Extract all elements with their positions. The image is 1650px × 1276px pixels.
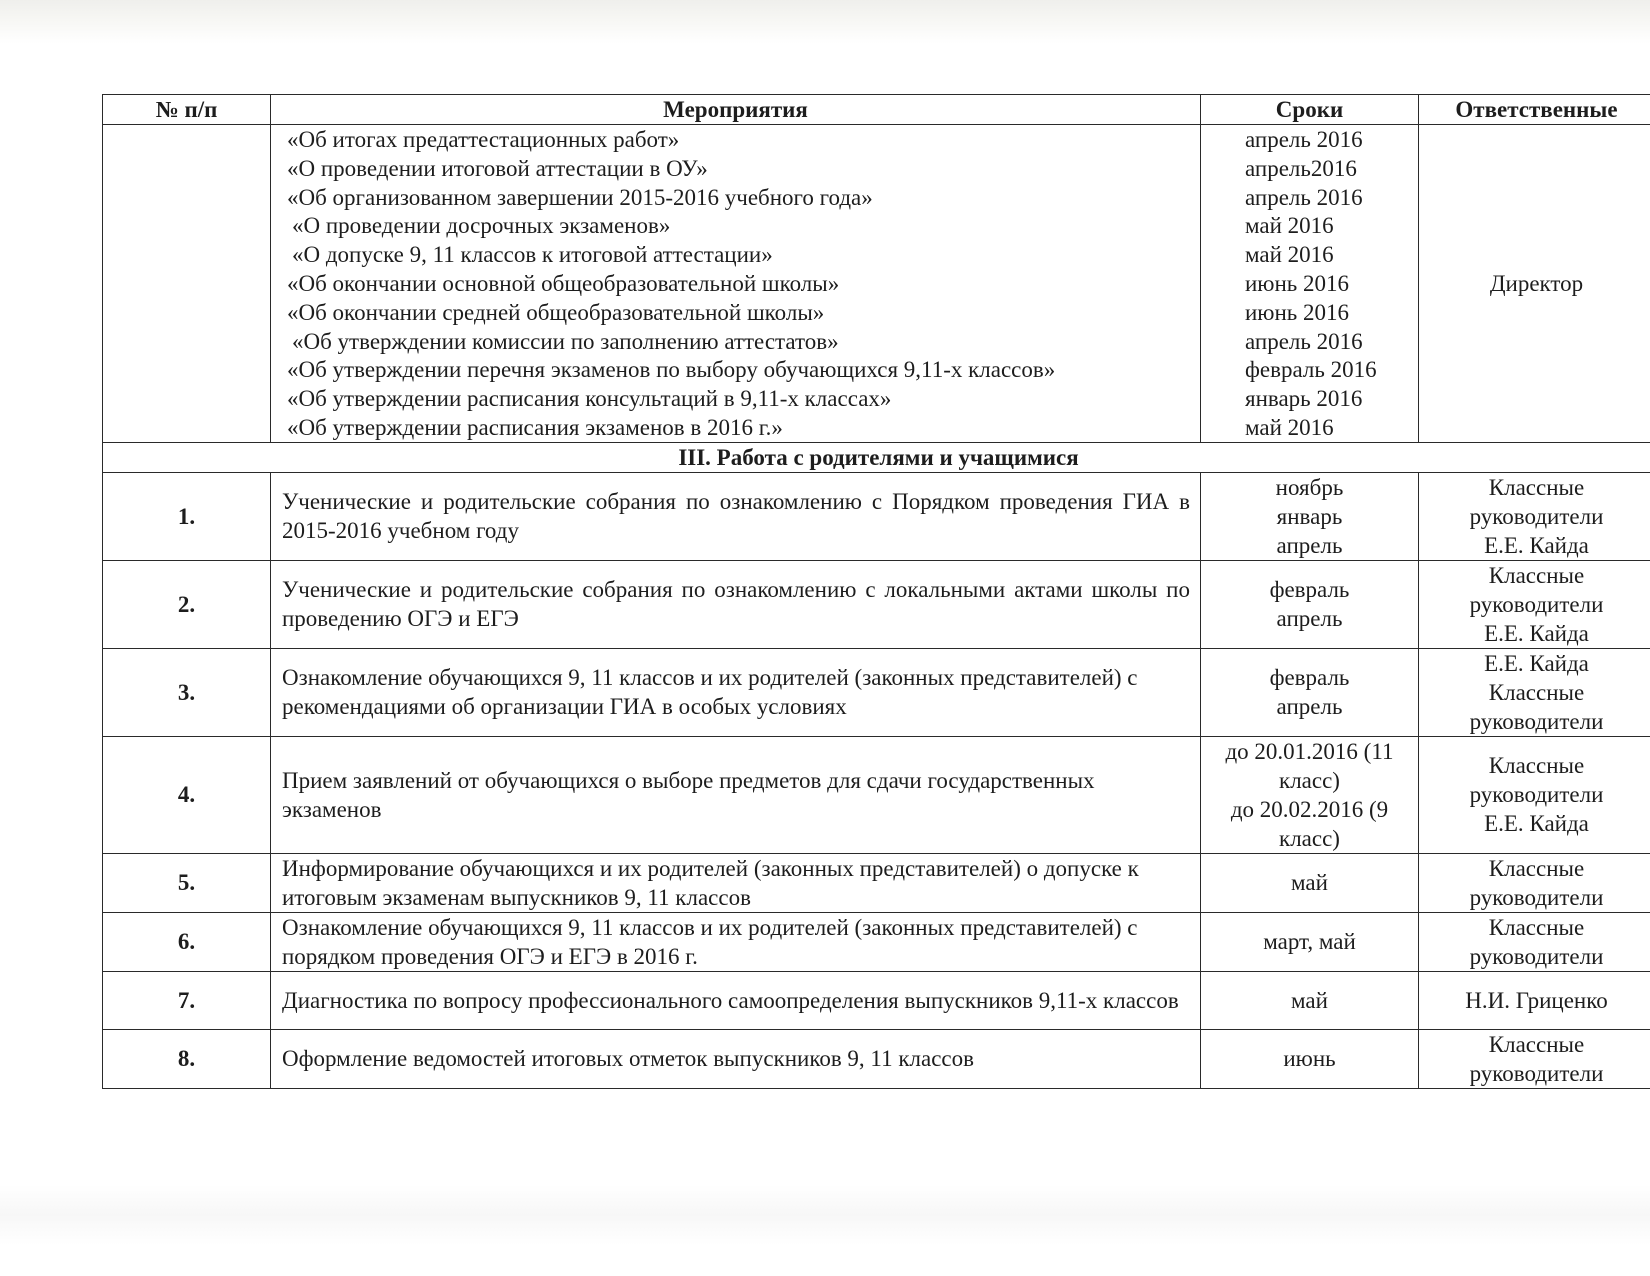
order-item: «О проведении итоговой аттестации в ОУ»: [287, 155, 708, 181]
row-event: Ученические и родительские собрания по ознакомлению с локальными актами школы по проведению ОГЭ и ЕГЭ: [271, 560, 1201, 648]
term-line: июнь: [1283, 1046, 1336, 1072]
table-row: [103, 560, 1650, 648]
term-line: ноябрь: [1275, 474, 1344, 500]
term-line: апрель: [1276, 532, 1343, 558]
row-terms: [1201, 560, 1419, 648]
row-responsible: [1419, 1029, 1650, 1088]
row-event: Прием заявлений от обучающихся о выборе предметов для сдачи государственных экзаменов: [271, 736, 1201, 853]
order-term: апрель 2016: [1245, 328, 1363, 354]
term-line: до 20.02.2016 (9: [1230, 796, 1389, 822]
order-item: «Об утверждении комиссии по заполнению аттестатов»: [292, 328, 839, 354]
responsible-line: руководители: [1469, 708, 1604, 734]
table-row: [103, 971, 1650, 1029]
term-line: январь: [1276, 503, 1343, 529]
section-row: [103, 442, 1650, 472]
row-terms: [1201, 971, 1419, 1029]
row-num: 3.: [103, 648, 271, 736]
header-responsible: Ответственные: [1419, 95, 1650, 125]
responsible-line: руководители: [1469, 884, 1604, 910]
responsible-line: Классные: [1488, 914, 1585, 940]
row-responsible: [1419, 736, 1650, 853]
row-terms: [1201, 853, 1419, 912]
scan-top-edge: [0, 0, 1650, 44]
row-terms: [1201, 472, 1419, 560]
order-term: апрель 2016: [1245, 184, 1363, 210]
header-num: № п/п: [103, 95, 271, 125]
events-table: [102, 94, 1650, 1089]
row-num: 2.: [103, 560, 271, 648]
table-row: [103, 648, 1650, 736]
order-term: январь 2016: [1245, 386, 1363, 412]
responsible-line: Классные: [1488, 679, 1585, 705]
order-term: июнь 2016: [1245, 299, 1350, 325]
order-term: май 2016: [1245, 242, 1334, 268]
term-line: февраль: [1269, 665, 1350, 691]
responsible-line: Классные: [1488, 474, 1585, 500]
row-responsible: [1419, 853, 1650, 912]
orders-events-cell: [271, 125, 1201, 443]
row-num: 4.: [103, 736, 271, 853]
order-term: май 2016: [1245, 213, 1334, 239]
term-line: класс): [1279, 767, 1340, 793]
row-num: 6.: [103, 912, 271, 971]
row-num: 7.: [103, 971, 271, 1029]
table-row: [103, 736, 1650, 853]
order-term: апрель2016: [1245, 155, 1357, 181]
header-terms: Сроки: [1201, 95, 1419, 125]
row-terms: [1201, 648, 1419, 736]
responsible-line: Е.Е. Кайда: [1484, 811, 1589, 837]
responsible-line: руководители: [1469, 503, 1604, 529]
term-line: март, май: [1263, 929, 1356, 955]
responsible-line: руководители: [1469, 1060, 1604, 1086]
responsible-line: руководители: [1469, 591, 1604, 617]
term-line: до 20.01.2016 (11: [1225, 738, 1394, 764]
orders-row: [103, 125, 1650, 443]
row-event: Информирование обучающихся и их родителей (законных представителей) о допуске к итоговым экзаменам выпускников 9, 11 классов: [271, 853, 1201, 912]
responsible-line: руководители: [1469, 782, 1604, 808]
responsible-line: руководители: [1469, 943, 1604, 969]
row-terms: [1201, 736, 1419, 853]
row-responsible: [1419, 912, 1650, 971]
table-row: [103, 912, 1650, 971]
order-term: июнь 2016: [1245, 270, 1350, 296]
order-item: «Об итогах предаттестационных работ»: [287, 127, 680, 152]
row-num: 8.: [103, 1029, 271, 1088]
responsible-line: Классные: [1488, 562, 1585, 588]
order-item: «Об окончании основной общеобразовательной школы»: [287, 270, 840, 296]
header-events: Мероприятия: [271, 95, 1201, 125]
term-line: февраль: [1269, 577, 1350, 603]
responsible-line: Е.Е. Кайда: [1484, 650, 1589, 676]
row-responsible: [1419, 971, 1650, 1029]
row-event: Диагностика по вопросу профессионального самоопределения выпускников 9,11-х классов: [271, 971, 1201, 1029]
order-term: апрель 2016: [1245, 127, 1363, 152]
row-event: Ознакомление обучающихся 9, 11 классов и их родителей (законных представителей) с рекомендациями об организации ГИА в особых условиях: [271, 648, 1201, 736]
responsible-line: Е.Е. Кайда: [1484, 620, 1589, 646]
term-line: май: [1291, 987, 1328, 1013]
term-line: май: [1291, 870, 1328, 896]
orders-terms-cell: [1201, 125, 1419, 443]
row-responsible: [1419, 472, 1650, 560]
responsible-line: Классные: [1488, 855, 1585, 881]
row-responsible: [1419, 560, 1650, 648]
table-row: [103, 853, 1650, 912]
table-header-row: [103, 95, 1650, 125]
order-item: «Об утверждении расписания консультаций в 9,11-х классах»: [287, 386, 892, 412]
order-term: февраль 2016: [1245, 357, 1377, 383]
row-event: Оформление ведомостей итоговых отметок выпускников 9, 11 классов: [271, 1029, 1201, 1088]
order-item: «Об окончании средней общеобразовательной школы»: [287, 299, 825, 325]
row-num: 5.: [103, 853, 271, 912]
orders-responsible-cell: Директор: [1419, 125, 1650, 443]
order-item: «О допуске 9, 11 классов к итоговой аттестации»: [292, 242, 773, 268]
scan-bottom-shadow: [0, 1185, 1650, 1245]
order-item: «Об утверждении перечня экзаменов по выбору обучающихся 9,11-х классов»: [287, 357, 1056, 383]
table-row: [103, 1029, 1650, 1088]
term-line: апрель: [1276, 606, 1343, 632]
row-responsible: [1419, 648, 1650, 736]
responsible-line: Н.И. Гриценко: [1465, 987, 1608, 1013]
responsible-line: Е.Е. Кайда: [1484, 532, 1589, 558]
row-terms: [1201, 1029, 1419, 1088]
table-row: [103, 472, 1650, 560]
orders-num-cell: [103, 125, 271, 443]
term-line: класс): [1279, 825, 1340, 851]
order-item: «Об организованном завершении 2015-2016 учебного года»: [287, 184, 873, 210]
order-item: «О проведении досрочных экзаменов»: [292, 213, 671, 239]
row-num: 1.: [103, 472, 271, 560]
row-event: Ознакомление обучающихся 9, 11 классов и их родителей (законных представителей) с порядком проведения ОГЭ и ЕГЭ в 2016 г.: [271, 912, 1201, 971]
responsible-line: Классные: [1488, 1031, 1585, 1057]
section-title: III. Работа с родителями и учащимися: [103, 442, 1650, 472]
row-event: Ученические и родительские собрания по ознакомлению с Порядком проведения ГИА в 2015-2016 учебном году: [271, 472, 1201, 560]
order-item: «Об утверждении расписания экзаменов в 2016 г.»: [287, 414, 783, 440]
row-terms: [1201, 912, 1419, 971]
term-line: апрель: [1276, 694, 1343, 720]
responsible-line: Классные: [1488, 753, 1585, 779]
order-term: май 2016: [1245, 414, 1334, 440]
